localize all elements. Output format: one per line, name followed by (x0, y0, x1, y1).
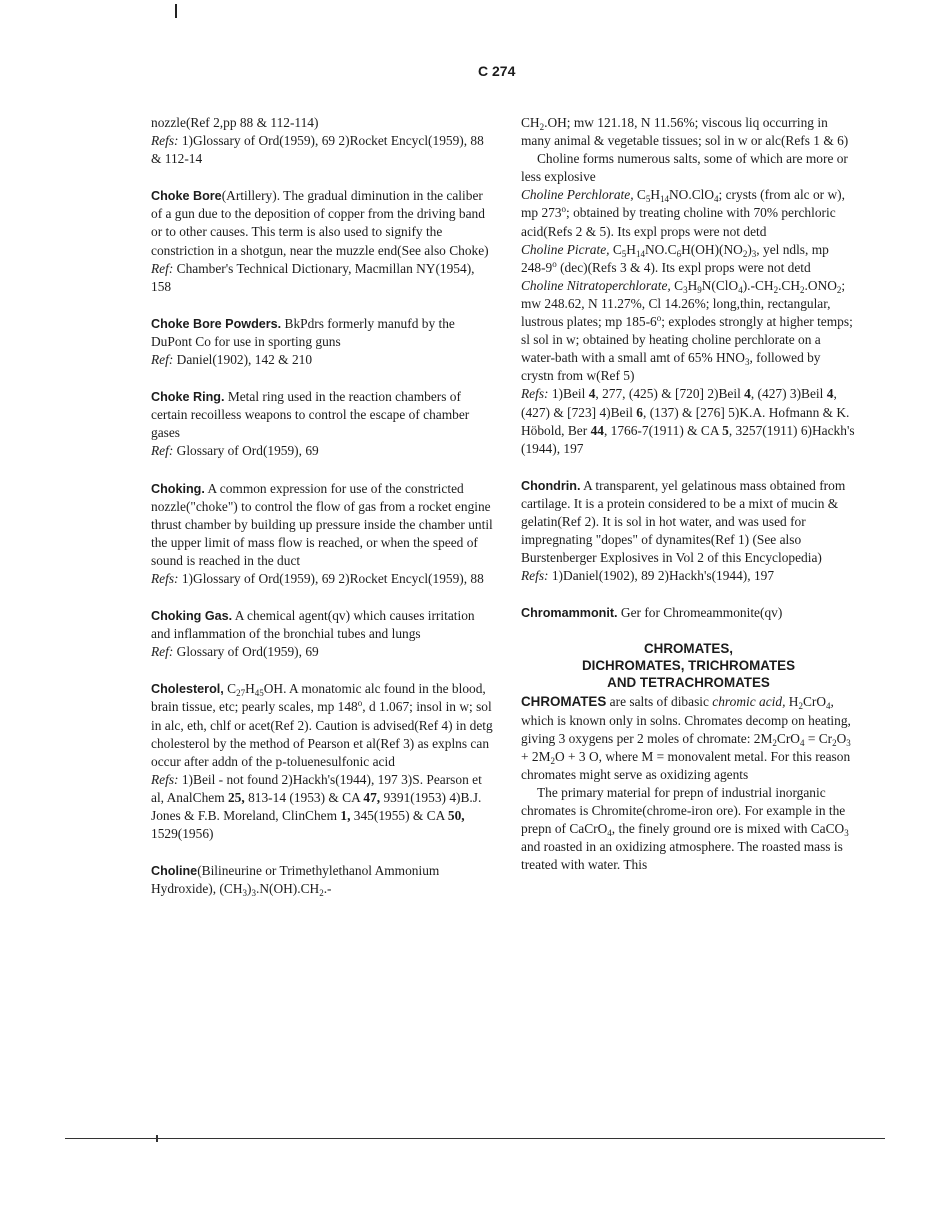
entry-cholesterol: Cholesterol, $C_{27}H_{45}OH$. A monatomic alc found in the blood, brain tissue, etc; pearly scales, mp 148$^o$, d 1.067; insol in w; sol in alc, eth, chlf or acet(Ref 2). Caution is advised(Ref 4) in detg cholesterol by the method of Pearson et al(Ref 3) as explns can occur after addn of the p-toluenesulfonic acid Refs: 1)Beil - not found 2)Hackh's(1944), 197 3)S. Pearson et al, AnalChem 25, 813-14 (1953) & CA 47, 9391(1953) 4)B.J. Jones & F.B. Moreland, ClinChem 1, 345(1955) & CA 50, 1529(1956) (151, 681, 493, 842)
entry-choline-perchlorate: Choline Perchlorate, $C_5H_{14}NO.ClO_4$; crysts (from alc or w), mp 273$^o$; obtained by treating choline with 70% perchloric acid(Refs 2 & 5). Its expl props were not detd (521, 187, 845, 239)
headword: Choke Ring. (151, 390, 225, 405)
section-title-line: AND TETRACHROMATES (607, 675, 770, 691)
section-title (521, 640, 856, 691)
entry-choline-continued: $CH_2.OH$; mw 121.18, N 11.56%; viscous liq occurring in many animal & vegetable tissues; sol in w or alc(Refs 1 & 6) (521, 115, 849, 149)
paragraph-primary-material: The primary material for prepn of industrial inorganic chromates is Chromite(chrome-iron ore). For example in the prepn of CaCrO$_4$, the finely ground ore is mixed with CaCO$_3$ and roasted in an oxidizing atmosphere. The roasted mass is treated with water. This (521, 784, 849, 873)
headword: Choking. (151, 481, 205, 496)
entry-choke-bore: Choke Bore(Artillery). The gradual diminution in the caliber of a gun due to the deposition of copper from the driving band or to other causes. This term is also used to signify the constriction in a shotgun, near the muzzle end(See also Choke) Ref: Chamber's Technical Dictionary, Macmillan NY(1954), 158 (151, 188, 489, 294)
section-title-line: CHROMATES, (643, 641, 734, 657)
footer-rule (65, 1138, 885, 1139)
headword: Choke Bore Powders. (151, 316, 282, 331)
entry-chromammonit: Chromammonit. Ger for Chromeammonite(qv) (521, 605, 783, 621)
footer-rule-tick (156, 1135, 158, 1142)
left-column (151, 114, 496, 898)
entry-chromates: CHROMATES are salts of dibasic chromic acid, $H_2CrO_4$, which is known only in solns. Chromates decomp on heating, giving 3 oxygens per 2 moles of chromate: $2M_2CrO_4 = Cr_2O_3 + 2M_2O + 3$ O, where M = monovalent metal. For this reason chromates might serve as oxidizing agents (521, 694, 851, 782)
entry-choline-nitratoperchlorate: Choline Nitratoperchlorate, $C_3H_9N(ClO_4).-CH_2.CH_2.ONO_2$; mw 248.62, N 11.27%, Cl 14.26%; long,thin, rectangular, lustrous plates; mp 185-6$^o$; explodes strongly at higher temps; sl sol in w; obtained by heating choline perchlorate on a water-bath with a small amt of 65% $HNO_3$, followed by crystn from w(Ref 5) Refs: 1)Beil 4, 277, (425) & [720] 2)Beil 4, (427) 3)Beil 4, (427) & [723] 4)Beil 6, (137) & [276] 5)K.A. Hofmann & K. Höbold, Ber 44, 1766-7(1911) & CA 5, 3257(1911) 6)Hackh's (1944), 197 (521, 277, 855, 456)
entry-chondrin: Chondrin. A transparent, yel gelatinous mass obtained from cartilage. It is a protein considered to be a mixt of mucin & gelatin(Ref 2). It is sol in hot water, and was used for impregnating "dopes" of dynamites(Ref 1) (See also Burstenberger Explosives in Vol 2 of this Encyclopedia) Refs: 1)Daniel(1902), 89 2)Hackh's(1944), 197 (521, 477, 846, 584)
entry-choke-ring: Choke Ring. Metal ring used in the reaction chambers of certain recoilless weapons to control the escape of chamber gases Ref: Glossary of Ord(1959), 69 (151, 389, 470, 459)
headword: CHROMATES (521, 694, 607, 710)
entry-choking: Choking. A common expression for use of the constricted nozzle("choke") to control the flow of gas from a rocket engine thrust chamber by building up pressure inside the chamber until the upper limit of mass flow is reached, or when the speed of sound is reached in the duct Refs: 1)Glossary of Ord(1959), 69 2)Rocket Encycl(1959), 88 (151, 480, 493, 586)
entry-choline-picrate: Choline Picrate, $C_5H_{14}NO.C_6H(OH)(NO_2)_3$, yel ndls, mp 248-9$^o$ (dec)(Refs 3 & 4). Its expl props were not detd (521, 241, 829, 275)
scan-mark (175, 4, 177, 18)
page-number-header: C 274 (478, 63, 516, 79)
headword: Cholesterol, (151, 682, 224, 697)
entry-nozzle-continued: nozzle(Ref 2,pp 88 & 112-114) Refs: 1)Glossary of Ord(1959), 69 2)Rocket Encycl(1959), 88 & 112-14 (151, 115, 484, 167)
headword: Choking Gas. (151, 609, 233, 624)
headword: Chondrin. (521, 478, 581, 493)
right-column (521, 114, 856, 874)
headword: Choline (151, 864, 198, 879)
entry-choking-gas: Choking Gas. A chemical agent(qv) which causes irritation and inflammation of the bronchial tubes and lungs Ref: Glossary of Ord(1959), 69 (151, 608, 475, 660)
headword: Chromammonit. (521, 606, 618, 621)
choline-salts-intro: Choline forms numerous salts, some of which are more or less explosive (521, 151, 848, 185)
section-title-line: DICHROMATES, TRICHROMATES (582, 658, 795, 674)
entry-choke-bore-powders: Choke Bore Powders. BkPdrs formerly manufd by the DuPont Co for use in sporting guns Ref: Daniel(1902), 142 & 210 (151, 315, 455, 368)
entry-choline: Choline(Bilineurine or Trimethylethanol Ammonium Hydroxide), $(CH_3)_3.N(OH).CH_2.-$ (151, 863, 440, 899)
headword: Choke Bore (151, 189, 222, 204)
